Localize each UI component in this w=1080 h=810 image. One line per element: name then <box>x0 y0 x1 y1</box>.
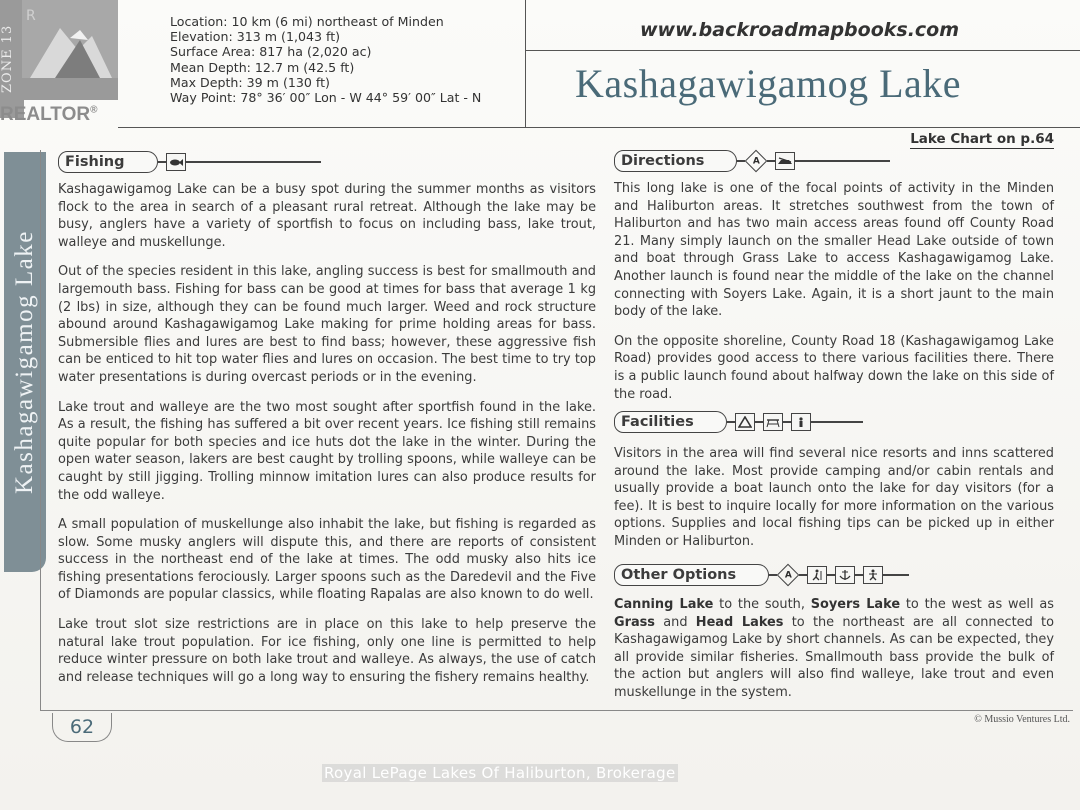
access-icon: A <box>777 564 800 587</box>
directions-heading <box>614 150 890 172</box>
realtor-logo <box>0 0 118 130</box>
facilities-paragraph: Visitors in the area will find several nice resorts and inns scattered around the lake. Most provide camping and/or cabin rentals and usually provide a boat launch onto the lake for day visitors (for a fee). It is best to inquire locally for more information on the various options. Supplies and local fishing tips can be picked up in either Minden or Haliburton. <box>614 446 1054 549</box>
picnic-icon <box>763 413 783 431</box>
header-divider <box>525 50 1080 51</box>
info-max-depth: Max Depth: 39 m (130 ft) <box>170 74 330 90</box>
info-way-point: Way Point: 78° 36′ 00″ Lon - W 44° 59′ 00″ Lat - N <box>170 90 482 106</box>
fishing-title: Fishing <box>58 151 158 173</box>
zone-label: ZONE 13 <box>0 0 24 118</box>
info-elevation: Elevation: 313 m (1,043 ft) <box>170 29 341 45</box>
fishing-paragraph: Out of the species resident in this lake, angling success is best for smallmouth and largemouth bass. Fishing for bass can be good at times for bass that average 1 kg (2 lbs) in size, although they can be found much larger. Weed and rock structure abound around Kashagawigamog Lake making for prime holding areas for bass. Submersible flies and lures are best to find bass; however, these aggressive fish can be enticed to hit top water flies and lures on occasion. The best time to try top water presentations is during overcast periods or in the evening. <box>58 264 596 385</box>
facilities-column <box>614 445 1054 563</box>
brokerage-watermark: Royal LePage Lakes Of Haliburton, Brokerage <box>324 764 676 782</box>
header-divider <box>525 0 526 128</box>
directions-paragraph: On the opposite shoreline, County Road 18 (Kashagawigamog Lake Road) provides good access to there various facilities there. There is a public launch found about halfway down the lake on this side of the road. <box>614 333 1054 402</box>
page-number: 62 <box>52 713 112 742</box>
info-location: Location: 10 km (6 mi) northeast of Minden <box>170 14 444 29</box>
lake-info <box>170 14 481 105</box>
directions-column <box>614 180 1054 415</box>
head-lakes-link: Head Lakes <box>695 614 784 630</box>
mountain-logo-icon <box>0 0 118 110</box>
soyers-lake-link: Soyers Lake <box>810 597 901 612</box>
realtor-text: REALTOR® <box>0 104 98 125</box>
chart-reference: Lake Chart on p.64 <box>910 131 1054 147</box>
directions-paragraph: This long lake is one of the focal points of activity in the Minden and Haliburton areas. It stretches southwest from the town of Haliburton and has two main access areas found off County Road 21. Many simply launch on the smaller Head Lake outside of town and boat through Grass Lake to access Kashagawigamog Lake. Another launch is found near the middle of the lake on the channel connecting with Soyers Lake. Again, it is a short jaunt to the main body of the lake. <box>614 181 1054 320</box>
grass-lake-link: Grass <box>614 614 655 630</box>
other-options-paragraph: Canning Lake to the south, Soyers Lake to the west as well as Grass and Head Lakes to the northeast are all connected to Kashagawigamog Lake by short channels. As can be expected, they all provide similar fisheries. Smallmouth bass provide the bulk of the action but anglers will also find walleye, lake trout and even muskellunge in the system. <box>614 597 1055 700</box>
page-title: Kashagawigamog Lake <box>575 61 962 106</box>
website-url: www.backroadmapbooks.com <box>640 19 960 41</box>
other-options-column <box>614 596 1054 714</box>
svg-text:R: R <box>26 8 36 24</box>
info-surface-area: Surface Area: 817 ha (2,020 ac) <box>170 44 372 60</box>
camping-icon <box>735 413 755 431</box>
resort-icon <box>791 413 811 431</box>
anchor-icon <box>835 566 855 584</box>
fishing-paragraph: Kashagawigamog Lake can be a busy spot during the summer months as visitors flock to the area in search of a pleasant rural retreat. Although the lake may be busy, anglers have a variety of sportfish to focus on including bass, lake trout, walleye and muskellunge. <box>58 182 596 250</box>
access-icon: A <box>745 150 768 173</box>
walking-icon <box>863 566 883 584</box>
directions-title: Directions <box>614 150 737 172</box>
header-rule <box>118 127 1080 128</box>
side-tab-label: Kashagawigamog Lake <box>11 230 38 494</box>
facilities-heading <box>614 411 863 433</box>
info-mean-depth: Mean Depth: 12.7 m (42.5 ft) <box>170 59 355 75</box>
fishing-paragraph: Lake trout and walleye are the two most sought after sportfish found in the lake. As a result, the fishing has suffered a bit over recent years. Ice fishing still remains quite popular for both species and ice huts dot the lake in the winter. During the open water season, lakers are best caught by trolling spoons, while walleye can be caught by still jigging. Trolling minnow imitation lures can also produce results for the odd walleye. <box>58 399 596 503</box>
copyright: © Mussio Ventures Ltd. <box>974 714 1070 725</box>
other-options-title: Other Options <box>614 564 769 586</box>
fish-icon <box>166 153 186 171</box>
fishing-paragraph: Lake trout slot size restrictions are in place on this lake to help preserve the natural lake trout population. For ice fishing, only one line is permitted to help reduce winter pressure on both lake trout and walleye. As always, the use of catch and release techniques will go a long way to ensuring the fishery remains healthy. <box>58 617 596 685</box>
facilities-title: Facilities <box>614 411 727 433</box>
canning-lake-link: Canning Lake <box>614 597 714 612</box>
hiking-icon <box>807 566 827 584</box>
other-options-heading <box>614 564 909 586</box>
fishing-column <box>58 181 596 698</box>
fishing-heading <box>58 151 321 173</box>
fishing-paragraph: A small population of muskellunge also inhabit the lake, but fishing is regarded as slow. Some musky anglers will dispute this, and there are reports of consistent success in the northeast end of the lake at times. The odd musky also hits ice fishing presentations ferociously. Larger spoons such as the Daredevil and the Five of Diamonds are popular classics, while floating Rapalas are also known to do well. <box>58 517 596 603</box>
boat-launch-icon <box>775 152 795 170</box>
